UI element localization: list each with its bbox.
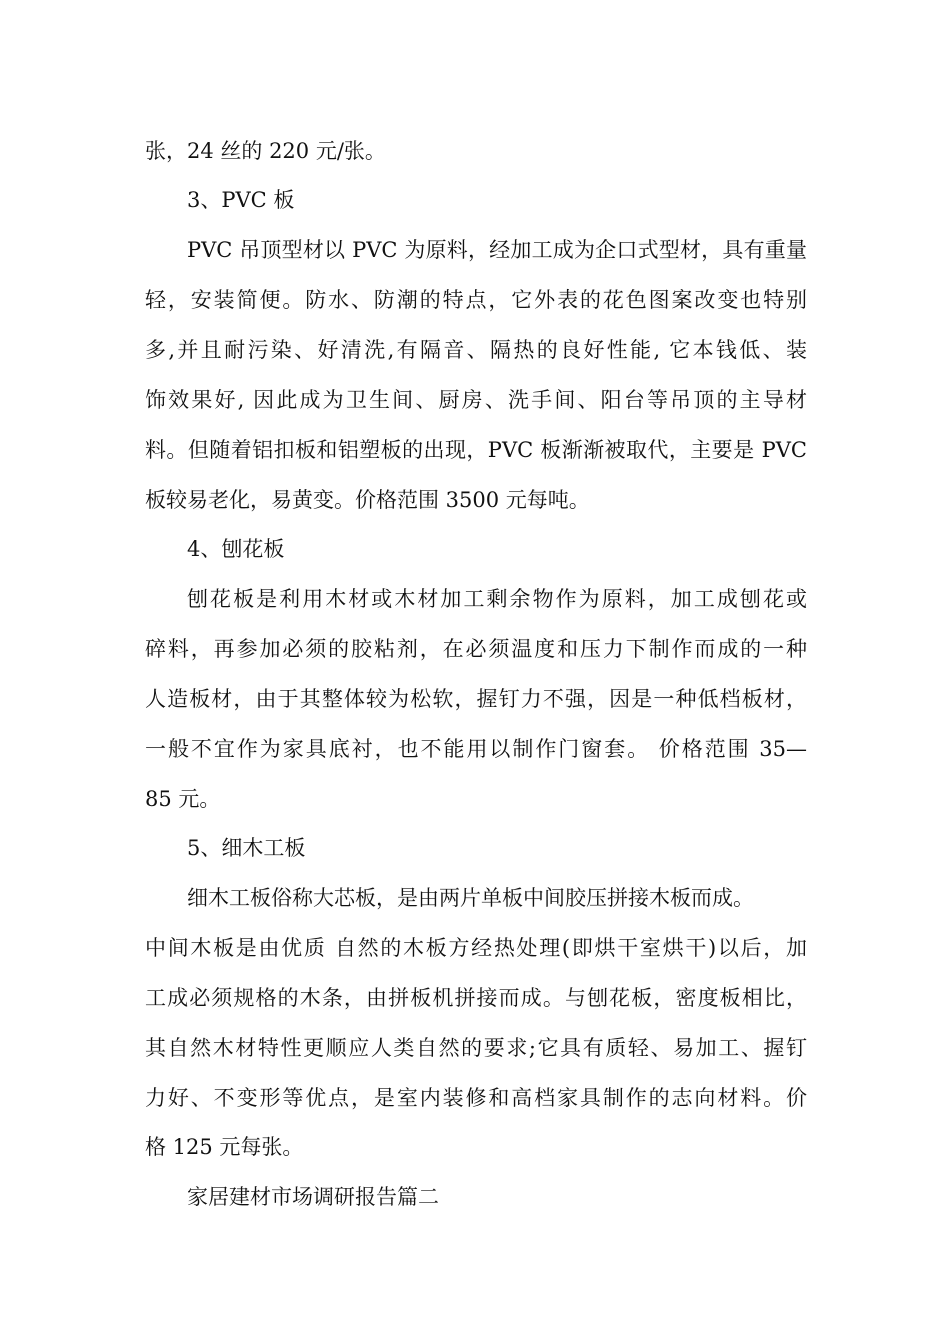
text-line: 轻，安装简便。防水、防潮的特点，它外表的花色图案改变也特别 (145, 288, 807, 312)
text-line: 中间木板是由优质 自然的木板方经热处理(即烘干室烘干)以后，加 (145, 936, 807, 960)
text-line: 格 125 元每张。 (145, 1135, 304, 1159)
text-line: 工成必须规格的木条，由拼板机拼接而成。与刨花板，密度板相比， (145, 986, 807, 1010)
text-line: 板较易老化，易黄变。价格范围 3500 元每吨。 (145, 488, 590, 512)
text-line: 细木工板俗称大芯板，是由两片单板中间胶压拼接木板而成。 (187, 886, 754, 910)
text-line: 饰效果好, 因此成为卫生间、厨房、洗手间、阳台等吊顶的主导材 (145, 388, 807, 412)
section-title: 家居建材市场调研报告篇二 (187, 1185, 439, 1209)
text-line: PVC 吊顶型材以 PVC 为原料，经加工成为企口式型材，具有重量 (187, 238, 807, 262)
text-line: 刨花板是利用木材或木材加工剩余物作为原料，加工成刨花或 (187, 587, 807, 611)
section-heading: 3、PVC 板 (187, 188, 295, 212)
text-line: 碎料，再参加必须的胶粘剂，在必须温度和压力下制作而成的一种 (145, 637, 807, 661)
section-heading: 5、细木工板 (187, 836, 306, 860)
text-line: 料。但随着铝扣板和铝塑板的出现，PVC 板渐渐被取代，主要是 PVC (145, 438, 807, 462)
text-line: 85 元。 (145, 787, 221, 811)
text-line: 人造板材，由于其整体较为松软，握钉力不强，因是一种低档板材， (145, 687, 807, 711)
text-line: 多,并且耐污染、好清洗,有隔音、隔热的良好性能, 它本钱低、装 (145, 338, 807, 362)
text-line: 力好、不变形等优点，是室内装修和高档家具制作的志向材料。价 (145, 1086, 807, 1110)
text-line: 一般不宜作为家具底衬，也不能用以制作门窗套。 价格范围 35— (145, 737, 807, 761)
section-heading: 4、刨花板 (187, 537, 285, 561)
text-line: 其自然木材特性更顺应人类自然的要求;它具有质轻、易加工、握钉 (145, 1036, 807, 1060)
text-line: 张，24 丝的 220 元/张。 (145, 139, 386, 163)
